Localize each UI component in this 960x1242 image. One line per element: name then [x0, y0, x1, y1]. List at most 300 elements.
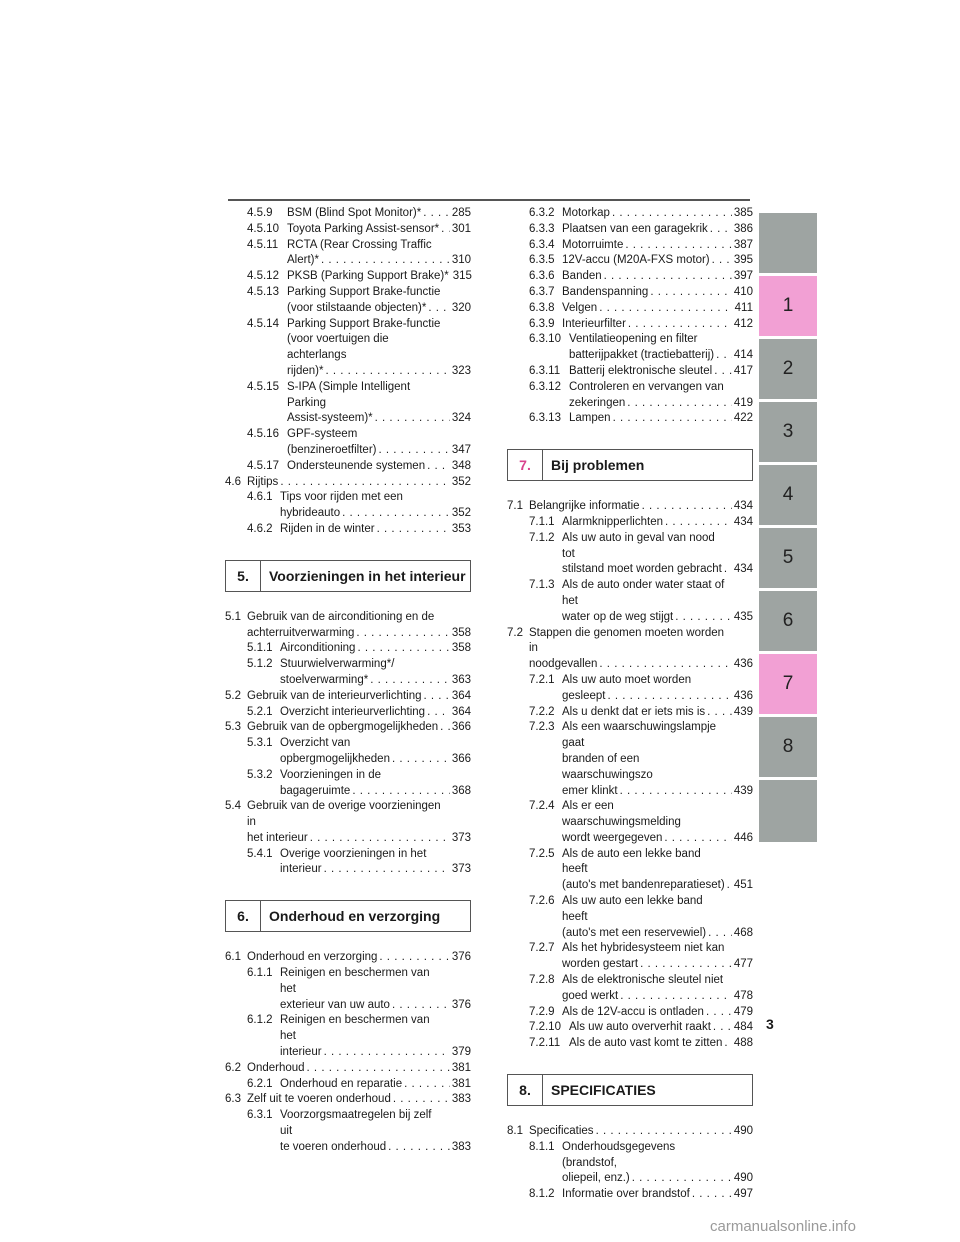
toc-entry[interactable] [507, 626, 753, 673]
toc-entry-number: 5.3.2 [247, 768, 273, 781]
toc-entry-page: 419 [733, 396, 753, 409]
toc-entry-text: Overige voorzieningen in het [280, 847, 427, 860]
toc-entry[interactable] [225, 317, 471, 380]
toc-entry-text: Voorzieningen in de [280, 768, 382, 781]
toc-entry-page: 352 [451, 507, 471, 520]
top-rule [228, 199, 750, 201]
toc-entry[interactable] [507, 1124, 753, 1140]
toc-entry[interactable] [507, 206, 753, 222]
dot-leader [620, 784, 732, 800]
toc-entry-number: 4.6 [225, 475, 241, 488]
toc-entry-text: Toyota Parking Assist-sensor* [287, 222, 440, 235]
watermark: carmanualsonline.info [710, 1218, 856, 1235]
toc-entry-text: (auto's met een reservewiel) [562, 926, 707, 939]
dot-leader [378, 443, 449, 459]
toc-entry-text: S-IPA (Simple Intelligent Parking [287, 380, 411, 409]
dot-leader [404, 1077, 450, 1093]
toc-entry-text: Lampen [569, 412, 611, 425]
toc-entry-number: 7.1.3 [529, 579, 555, 592]
dot-leader [632, 1171, 732, 1187]
toc-entry-text: Tips voor rijden met een [280, 491, 403, 504]
toc-entry[interactable] [507, 720, 753, 799]
toc-entry-page: 364 [451, 689, 471, 702]
toc-entry-number: 4.6.1 [247, 491, 273, 504]
toc-entry-text: rijden)* [287, 364, 324, 377]
toc-entry-number: 7.2.10 [529, 1021, 561, 1034]
toc-entry-page: 436 [733, 658, 753, 671]
toc-entry[interactable] [225, 1013, 471, 1060]
toc-entry[interactable] [507, 1187, 753, 1203]
toc-entry-page: 497 [733, 1188, 753, 1201]
toc-entry-number: 7.2.1 [529, 673, 555, 686]
toc-entry[interactable] [225, 380, 471, 427]
dot-leader [440, 720, 450, 736]
toc-entry-text: Reinigen en beschermen van het [280, 967, 430, 995]
toc-entry[interactable] [225, 736, 471, 768]
dot-leader [675, 610, 732, 626]
toc-entry-number: 4.5.12 [247, 270, 279, 283]
toc-entry[interactable] [507, 799, 753, 846]
chapter-tab[interactable]: 8 [759, 717, 817, 777]
section-header [507, 1074, 753, 1106]
dot-leader [727, 878, 732, 894]
dot-leader [627, 396, 732, 412]
toc-entry-number: 7.2.2 [529, 705, 555, 718]
toc-entry-page: 347 [451, 443, 471, 456]
toc-entry-text: GPF-systeem [287, 428, 358, 441]
toc-entry-text: Velgen [562, 301, 598, 314]
toc-entry-text: Gebruik van de opbergmogelijkheden [247, 721, 439, 734]
toc-entry[interactable] [225, 490, 471, 522]
toc-entry-number: 7.1.1 [529, 515, 555, 528]
toc-entry[interactable] [507, 364, 753, 380]
toc-entry-text: Als het hybridesysteem niet kan [562, 942, 725, 955]
toc-entry-page: 436 [733, 689, 753, 702]
toc-entry-text: Parking Support Brake-functie [287, 317, 441, 330]
toc-entry[interactable] [507, 238, 753, 254]
toc-entry-number: 6.3.11 [529, 364, 561, 377]
toc-entry-text: Gebruik van de overige voorzieningen in [247, 800, 441, 829]
toc-entry-number: 4.5.17 [247, 459, 279, 472]
toc-entry-page: 414 [733, 349, 753, 362]
dot-leader [424, 689, 450, 705]
toc-entry-text: Als de auto vast komt te zitten [569, 1037, 723, 1050]
toc-entry-page: 386 [733, 222, 753, 235]
toc-entry[interactable] [225, 269, 471, 285]
toc-entry-text: Specificaties [529, 1125, 594, 1138]
toc-entry-text: Rijtips [247, 475, 279, 488]
toc-entry[interactable] [225, 1108, 471, 1155]
chapter-tab[interactable]: 2 [759, 339, 817, 399]
dot-leader [724, 1036, 731, 1052]
toc-entry-number: 5.3.1 [247, 737, 273, 750]
section-title: Onderhoud en verzorging [269, 908, 441, 925]
dot-leader [441, 222, 450, 238]
toc-entry-number: 5.1.1 [247, 642, 273, 655]
toc-entry-page: 373 [451, 831, 471, 844]
toc-entry-number: 6.1 [225, 951, 241, 964]
toc-entry-page: 468 [733, 926, 753, 939]
dot-leader [713, 1020, 732, 1036]
dot-leader [707, 705, 732, 721]
toc-entry-page: 315 [452, 270, 472, 283]
toc-entry[interactable] [507, 1005, 753, 1021]
toc-entry-number: 6.3.8 [529, 301, 555, 314]
chapter-tab[interactable]: 7 [759, 654, 817, 714]
toc-entry[interactable] [225, 705, 471, 721]
toc-entry[interactable] [225, 427, 471, 459]
toc-entry-text: Stuurwielverwarming*/ [280, 658, 395, 671]
toc-entry-text: Overzicht van [280, 737, 351, 750]
toc-entry-number: 6.3 [225, 1093, 241, 1106]
toc-entry-text: Onderhoudsgegevens (brandstof, [562, 1140, 676, 1169]
toc-entry[interactable] [225, 1077, 471, 1093]
toc-entry[interactable] [225, 1092, 471, 1108]
dot-leader [692, 1187, 732, 1203]
toc-entry-page: 381 [451, 1077, 471, 1090]
section-title: Voorzieningen in het interieur [269, 567, 466, 584]
toc-entry-number: 7.2.9 [529, 1005, 555, 1018]
toc-entry-text: gesleept [562, 689, 606, 702]
toc-entry-text: zekeringen [569, 396, 626, 409]
toc-entry[interactable] [507, 1020, 753, 1036]
toc-entry-page: 434 [733, 515, 753, 528]
toc-entry[interactable] [507, 411, 753, 427]
toc-entry[interactable] [225, 206, 471, 222]
toc-entry-text: Onderhoud en verzorging [247, 951, 378, 964]
toc-entry-text: RCTA (Rear Crossing Traffic [287, 238, 432, 251]
toc-entry-page: 446 [733, 831, 753, 844]
toc-entry[interactable] [507, 1036, 753, 1052]
toc-entry[interactable] [507, 941, 753, 973]
toc-entry-text: noodgevallen [529, 658, 598, 671]
toc-entry-text: Airconditioning [280, 642, 356, 655]
dot-leader [324, 862, 450, 878]
dot-leader [596, 1124, 732, 1140]
toc-entry-page: 373 [451, 863, 471, 876]
toc-entry[interactable] [507, 531, 753, 578]
chapter-tab[interactable]: 5 [759, 528, 817, 588]
dot-leader [640, 957, 732, 973]
toc-entry-page: 422 [733, 412, 753, 425]
toc-entry[interactable] [225, 689, 471, 705]
toc-entry-text: (auto's met bandenreparatieset) [562, 879, 725, 892]
toc-entry-text: emer klinkt [562, 784, 618, 797]
toc-entry[interactable] [507, 847, 753, 894]
toc-entry[interactable] [225, 657, 471, 689]
toc-entry-number: 6.1.2 [247, 1014, 273, 1027]
section-number: 7. [508, 450, 543, 480]
toc-entry-number: 4.5.13 [247, 285, 279, 298]
toc-entry-number: 6.3.13 [529, 412, 561, 425]
toc-entry-page: 484 [733, 1021, 753, 1034]
toc-entry-text: Interieurfilter [562, 317, 626, 330]
dot-leader [604, 269, 732, 285]
toc-entry-text: Zelf uit te voeren onderhoud [247, 1093, 391, 1106]
toc-entry-number: 5.1 [225, 610, 241, 623]
dot-leader [357, 641, 449, 657]
toc-entry-text: Alarmknipperlichten [562, 515, 663, 528]
toc-entry-page: 490 [733, 1125, 753, 1138]
dot-leader [712, 253, 732, 269]
toc-entry-number: 6.3.12 [529, 380, 561, 393]
toc-entry-number: 6.3.9 [529, 317, 555, 330]
dot-leader [393, 1092, 450, 1108]
chapter-tab[interactable]: 6 [759, 591, 817, 651]
dot-leader [599, 301, 732, 317]
toc-entry-page: 366 [451, 721, 471, 734]
toc-entry-number: 7.2.5 [529, 847, 555, 860]
toc-entry[interactable] [507, 301, 753, 317]
dot-leader [427, 459, 450, 475]
dot-leader [642, 499, 732, 515]
toc-entry[interactable] [225, 285, 471, 317]
toc-entry[interactable] [507, 515, 753, 531]
toc-entry-number: 7.2.7 [529, 942, 555, 955]
toc-entry-number: 5.1.2 [247, 658, 273, 671]
dot-leader [310, 831, 450, 847]
toc-entry-text: Als uw auto een lekke band heeft [562, 895, 703, 923]
dot-leader [392, 752, 450, 768]
toc-entry-page: 451 [733, 879, 753, 892]
toc-entry-text: Als uw auto oververhit raakt [569, 1021, 711, 1034]
toc-entry-text: BSM (Blind Spot Monitor)* [287, 207, 422, 219]
dot-leader [324, 1045, 450, 1061]
toc-entry[interactable] [507, 673, 753, 705]
toc-entry-text: Plaatsen van een garagekrik [562, 222, 708, 235]
toc-entry-number: 6.2.1 [247, 1077, 273, 1090]
toc-entry-text: Als er een waarschuwingsmelding [562, 800, 681, 829]
toc-entry-text: Parking Support Brake-functie [287, 285, 441, 298]
toc-entry-text: (voor voertuigen die achterlangs [287, 333, 389, 362]
toc-entry-number: 4.5.9 [247, 207, 273, 219]
toc-entry-text: Assist-systeem)* [287, 412, 373, 425]
toc-entry-number: 6.3.1 [247, 1109, 273, 1122]
toc-entry-text: Als de auto een lekke band heeft [562, 847, 701, 876]
dot-leader [392, 998, 450, 1014]
toc-entry-text: Belangrijke informatie [529, 500, 640, 513]
toc-entry-page: 352 [451, 475, 471, 488]
toc-entry-number: 6.3.4 [529, 238, 555, 251]
toc-entry-page: 358 [451, 626, 471, 639]
dot-leader [664, 831, 731, 847]
toc-entry-number: 7.2.8 [529, 974, 555, 987]
dot-leader [280, 475, 450, 491]
toc-entry-number: 7.2.11 [529, 1037, 561, 1050]
dot-leader [599, 657, 731, 673]
toc-entry-number: 7.2.4 [529, 800, 555, 813]
toc-entry-page: 376 [451, 998, 471, 1011]
toc-entry-page: 366 [451, 752, 471, 765]
toc-entry[interactable] [507, 285, 753, 301]
toc-entry[interactable] [225, 459, 471, 475]
toc-entry[interactable] [507, 332, 753, 364]
toc-entry-text: branden of een waarschuwingszo [562, 752, 653, 781]
toc-entry-text: Gebruik van de airconditioning en de [247, 610, 435, 623]
toc-entry[interactable] [507, 705, 753, 721]
toc-entry[interactable] [225, 720, 471, 736]
toc-entry-page: 379 [451, 1046, 471, 1059]
dot-leader [613, 411, 732, 427]
dot-leader [342, 506, 450, 522]
toc-entry-page: 383 [451, 1140, 471, 1153]
toc-entry-page: 376 [451, 951, 471, 964]
toc-entry[interactable] [225, 475, 471, 491]
toc-entry-text: opbergmogelijkheden [280, 752, 390, 765]
toc-entry[interactable] [225, 610, 471, 642]
toc-left-column [225, 206, 471, 1156]
toc-entry-text: Als uw auto in geval van nood tot [562, 531, 715, 560]
toc-entry-text: Bandenspanning [562, 285, 649, 298]
section-number: 5. [226, 561, 261, 591]
dot-leader [650, 285, 731, 301]
dot-leader [375, 411, 450, 427]
dot-leader [307, 1061, 450, 1077]
toc-entry-page: 488 [733, 1037, 753, 1050]
dot-leader [423, 206, 450, 222]
toc-entry[interactable] [507, 222, 753, 238]
toc-entry-text: hybrideauto [280, 507, 341, 520]
dot-leader [625, 238, 731, 254]
section-header [225, 900, 471, 932]
toc-entry-text: Als de 12V-accu is ontladen [562, 1005, 704, 1018]
dot-leader [706, 1005, 732, 1021]
toc-entry-text: Controleren en vervangen van [569, 380, 724, 393]
toc-entry-number: 6.3.6 [529, 270, 555, 283]
toc-entry-number: 6.2 [225, 1061, 241, 1074]
toc-entry[interactable] [225, 641, 471, 657]
toc-entry-text: worden gestart [562, 958, 639, 971]
toc-entry[interactable] [507, 253, 753, 269]
toc-entry-text: (benzineroetfilter) [287, 443, 377, 456]
chapter-tab[interactable]: 3 [759, 402, 817, 462]
toc-entry[interactable] [507, 317, 753, 333]
toc-entry-page: 434 [733, 500, 753, 513]
toc-entry-page: 385 [733, 207, 753, 219]
toc-entry-number: 4.5.14 [247, 317, 279, 330]
dot-leader [321, 253, 450, 269]
toc-entry-number: 7.2.6 [529, 895, 555, 908]
toc-entry-page: 383 [451, 1093, 471, 1106]
toc-entry[interactable] [225, 1061, 471, 1077]
section-header [507, 449, 753, 481]
toc-entry-page: 363 [451, 673, 471, 686]
toc-entry-page: 395 [733, 254, 753, 267]
toc-entry-text: Reinigen en beschermen van het [280, 1014, 430, 1043]
toc-entry-text: het interieur [247, 831, 308, 844]
toc-entry-number: 8.1.1 [529, 1140, 555, 1153]
dot-leader [379, 950, 449, 966]
toc-entry-page: 381 [451, 1061, 471, 1074]
toc-entry[interactable] [225, 522, 471, 538]
toc-right-column [507, 206, 753, 1203]
toc-entry-text: exterieur van uw auto [280, 998, 390, 1011]
toc-entry-text: achterruitverwarming [247, 626, 355, 639]
toc-entry-number: 4.5.16 [247, 428, 279, 441]
toc-entry-number: 6.1.1 [247, 967, 273, 980]
dot-leader [325, 364, 449, 380]
toc-entry[interactable] [507, 894, 753, 941]
toc-entry[interactable] [225, 950, 471, 966]
toc-entry-text: interieur [280, 1046, 322, 1059]
toc-entry-text: Batterij elektronische sleutel [569, 364, 713, 377]
toc-entry-text: Als een waarschuwingslampje gaat [562, 721, 717, 750]
toc-entry-text: Alert)* [287, 254, 319, 267]
toc-entry-page: 435 [733, 610, 753, 623]
toc-entry[interactable] [225, 847, 471, 879]
toc-entry-text: Als uw auto moet worden [562, 673, 692, 686]
toc-entry-page: 323 [451, 364, 471, 377]
toc-entry-page: 434 [733, 563, 753, 576]
toc-entry[interactable] [507, 499, 753, 515]
section-number: 8. [508, 1075, 543, 1105]
toc-entry-number: 6.3.5 [529, 254, 555, 267]
toc-entry-page: 478 [733, 989, 753, 1002]
toc-entry[interactable] [507, 1140, 753, 1187]
toc-entry[interactable] [507, 973, 753, 1005]
toc-entry-page: 324 [451, 412, 471, 425]
toc-entry[interactable] [225, 799, 471, 846]
chapter-tab[interactable] [759, 780, 817, 842]
toc-entry-text: oliepeil, enz.) [562, 1172, 630, 1185]
toc-entry-number: 4.5.15 [247, 380, 279, 393]
dot-leader [356, 626, 449, 642]
toc-entry[interactable] [507, 269, 753, 285]
toc-entry-number: 7.1.2 [529, 531, 555, 544]
section-title: Bij problemen [551, 457, 645, 474]
dot-leader [428, 301, 449, 317]
section-number: 6. [226, 901, 261, 931]
toc-entry-page: 358 [451, 642, 471, 655]
toc-entry-page: 417 [733, 364, 753, 377]
dot-leader [620, 989, 732, 1005]
toc-entry[interactable] [225, 966, 471, 1013]
toc-entry-text: Ventilatieopening en filter [569, 333, 698, 346]
chapter-tab[interactable] [759, 213, 817, 273]
toc-entry-number: 8.1 [507, 1125, 523, 1138]
toc-entry-number: 5.2 [225, 689, 241, 702]
toc-entry-page: 479 [733, 1005, 753, 1018]
toc-entry-text: goed werkt [562, 989, 619, 1002]
toc-entry-page: 285 [451, 207, 471, 219]
toc-entry-page: 490 [733, 1172, 753, 1185]
chapter-tab[interactable]: 4 [759, 465, 817, 525]
toc-entry-number: 5.3 [225, 721, 241, 734]
toc-entry-page: 477 [733, 958, 753, 971]
chapter-tab[interactable]: 1 [759, 276, 817, 336]
toc-entry[interactable] [225, 222, 471, 238]
toc-entry-number: 6.3.10 [529, 333, 561, 346]
toc-entry-text: Voorzorgsmaatregelen bij zelf uit [280, 1109, 432, 1138]
toc-entry-text: stilstand moet worden gebracht [562, 563, 722, 576]
section-title: SPECIFICATIES [551, 1082, 656, 1099]
chapter-tabs [759, 213, 817, 845]
toc-entry[interactable] [507, 380, 753, 412]
toc-entry-text: bagageruimte [280, 784, 351, 797]
toc-entry-number: 7.2.3 [529, 721, 555, 734]
toc-entry-text: Als de auto onder water staat of het [562, 579, 725, 607]
toc-entry[interactable] [225, 238, 471, 270]
toc-entry-page: 439 [733, 784, 753, 797]
toc-entry-page: 320 [451, 301, 471, 314]
toc-entry-text: Banden [562, 270, 602, 283]
toc-entry-text: stoelverwarming* [280, 673, 369, 686]
toc-entry[interactable] [225, 768, 471, 800]
toc-entry[interactable] [507, 578, 753, 625]
dot-leader [714, 364, 732, 380]
toc-entry-number: 6.3.7 [529, 285, 555, 298]
toc-entry-page: 410 [733, 285, 753, 298]
